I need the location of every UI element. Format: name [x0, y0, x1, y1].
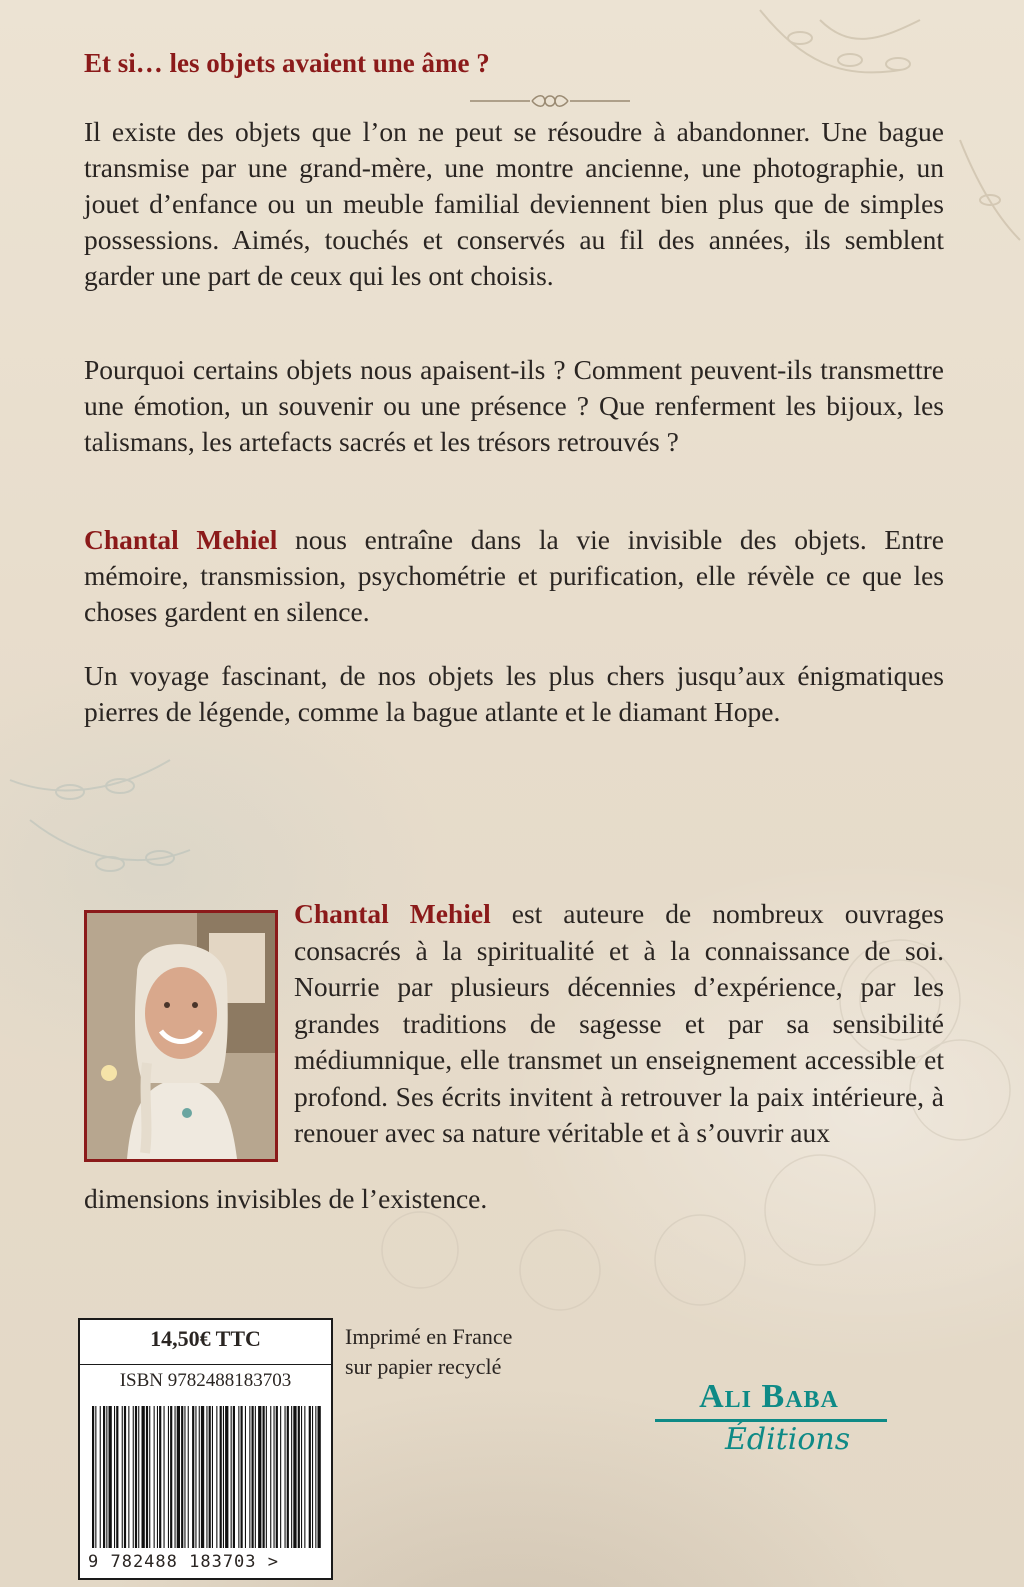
ornament-divider — [470, 90, 630, 112]
barcode-bar — [149, 1406, 150, 1548]
barcode-bar — [291, 1406, 292, 1548]
barcode-bar — [154, 1406, 155, 1548]
paragraph-intro: Il existe des objets que l’on ne peut se résoudre à abandonner. Une bague transmise par une grand-mère, une montre ancienne, une photographie, un jouet d’enfance ou un meuble familial deviennent bien plus que de simples possessions. Aimés, touchés et conservés au fil des années, ils semblent garder une part de ceux qui les ont choisis. — [84, 116, 944, 291]
barcode-bar — [209, 1406, 211, 1548]
barcode-bar — [280, 1406, 281, 1548]
barcode-bar — [258, 1406, 261, 1548]
publisher-logo — [655, 1378, 895, 1478]
barcode-bar — [304, 1406, 305, 1548]
barcode-bar — [233, 1406, 235, 1548]
author-portrait-illustration — [87, 913, 275, 1159]
barcode-bar — [245, 1406, 246, 1548]
paragraph-author-intro-text: nous entraîne dans la vie invisible des objets. Entre mémoire, transmission, psychométrie et purification, elle révèle ce que les choses gardent en silence. — [84, 524, 944, 627]
barcode-bar — [175, 1406, 176, 1548]
barcode-bar — [122, 1406, 123, 1548]
price-label: 14,50€ TTC — [150, 1326, 261, 1351]
printed-note-line2: sur papier recyclé — [345, 1354, 502, 1379]
author-name: Chantal Mehiel — [294, 898, 491, 929]
isbn-label: ISBN 9782488183703 — [119, 1370, 292, 1391]
barcode-bar — [114, 1406, 115, 1548]
barcode-bar — [181, 1406, 183, 1548]
barcode-bar — [263, 1406, 265, 1548]
barcode-bar — [216, 1406, 217, 1548]
barcode-bar — [164, 1406, 165, 1548]
barcode-bar — [293, 1406, 296, 1548]
barcode-bar — [270, 1406, 271, 1548]
barcode-bar — [225, 1406, 228, 1548]
barcode-bar — [168, 1406, 169, 1548]
barcode-bar — [195, 1406, 196, 1548]
barcode-bar — [220, 1406, 222, 1548]
barcode-bar — [301, 1406, 302, 1548]
barcode-bar — [103, 1406, 105, 1548]
barcode-bar — [238, 1406, 239, 1548]
isbn-barcode — [88, 1406, 322, 1548]
printed-note-line1: Imprimé en France — [345, 1324, 513, 1349]
printed-in-france-note — [345, 1322, 512, 1382]
barcode-bar — [133, 1406, 134, 1548]
barcode-bar — [249, 1406, 250, 1548]
paragraph-questions: Pourquoi certains objets nous apaisent-ils ? Comment peuvent-ils transmettre une émotion, un souvenir ou une présence ? Que renferment les bijoux, les talismans, les artefacts sacrés et les trésors retrouvés ? — [84, 354, 944, 457]
barcode-bar — [274, 1406, 275, 1548]
barcode-bar — [177, 1406, 180, 1548]
barcode-bar — [138, 1406, 139, 1548]
barcode-bar — [201, 1406, 204, 1548]
back-cover-headline: Et si… les objets avaient une âme ? — [84, 48, 490, 78]
barcode-bar — [212, 1406, 213, 1548]
barcode-bar — [252, 1406, 254, 1548]
barcode-bar — [199, 1406, 200, 1548]
barcode-bar — [318, 1406, 321, 1548]
barcode-bar — [142, 1406, 145, 1548]
publisher-subtitle: Éditions — [725, 1422, 851, 1457]
barcode-bar — [128, 1406, 129, 1548]
barcode-bar — [109, 1406, 112, 1548]
barcode-bar — [312, 1406, 313, 1548]
barcode-bar — [298, 1406, 300, 1548]
barcode-bar — [92, 1406, 94, 1548]
barcode-bar — [184, 1406, 185, 1548]
barcode-bar — [116, 1406, 118, 1548]
barcode-digits: 9 782488 183703 > — [88, 1552, 279, 1572]
barcode-bar — [223, 1406, 224, 1548]
barcode-bar — [309, 1406, 311, 1548]
barcode-bar — [106, 1406, 107, 1548]
author-biography-text: est auteure de nombreux ouvrages consacrés à la spiritualité et à la connaissance de soi. Nourrie par plusieurs décennies d’expérience, par les grandes traditions de sagesse et par sa sensibilité médiumnique, elle transmet un enseignement accessible et profond. Ses écrits invitent à retrouver la paix intérieure, à renouer avec sa nature véritable et à s’ouvrir aux — [294, 898, 944, 1148]
paragraph-author-intro — [84, 522, 944, 630]
barcode-bar — [192, 1406, 194, 1548]
author-biography-end: dimensions invisibles de l’existence. — [84, 1183, 488, 1214]
publisher-name: Ali Baba — [699, 1378, 839, 1415]
barcode-bar — [159, 1406, 161, 1548]
price-barcode-box — [78, 1318, 333, 1580]
author-photo — [84, 910, 278, 1162]
author-name-highlight: Chantal Mehiel — [84, 524, 278, 555]
author-biography — [294, 896, 944, 1152]
paragraph-journey: Un voyage fascinant, de nos objets les plus chers jusqu’aux énigmatiques pierres de légende, comme la bague atlante et le diamant Hope. — [84, 660, 944, 727]
barcode-bar — [231, 1406, 232, 1548]
barcode-bar — [135, 1406, 137, 1548]
barcode-bar — [266, 1406, 267, 1548]
barcode-bar — [255, 1406, 256, 1548]
barcode-bar — [285, 1406, 286, 1548]
barcode-bar — [241, 1406, 243, 1548]
barcode-bar — [95, 1406, 96, 1548]
barcode-bar — [188, 1406, 189, 1548]
barcode-bar — [157, 1406, 158, 1548]
barcode-bar — [146, 1406, 148, 1548]
barcode-bar — [276, 1406, 278, 1548]
barcode-bar — [206, 1406, 207, 1548]
price-box-divider — [80, 1364, 331, 1365]
barcode-bar — [287, 1406, 289, 1548]
barcode-bar — [124, 1406, 126, 1548]
barcode-bar — [170, 1406, 172, 1548]
barcode-bar — [100, 1406, 101, 1548]
barcode-bar — [315, 1406, 316, 1548]
